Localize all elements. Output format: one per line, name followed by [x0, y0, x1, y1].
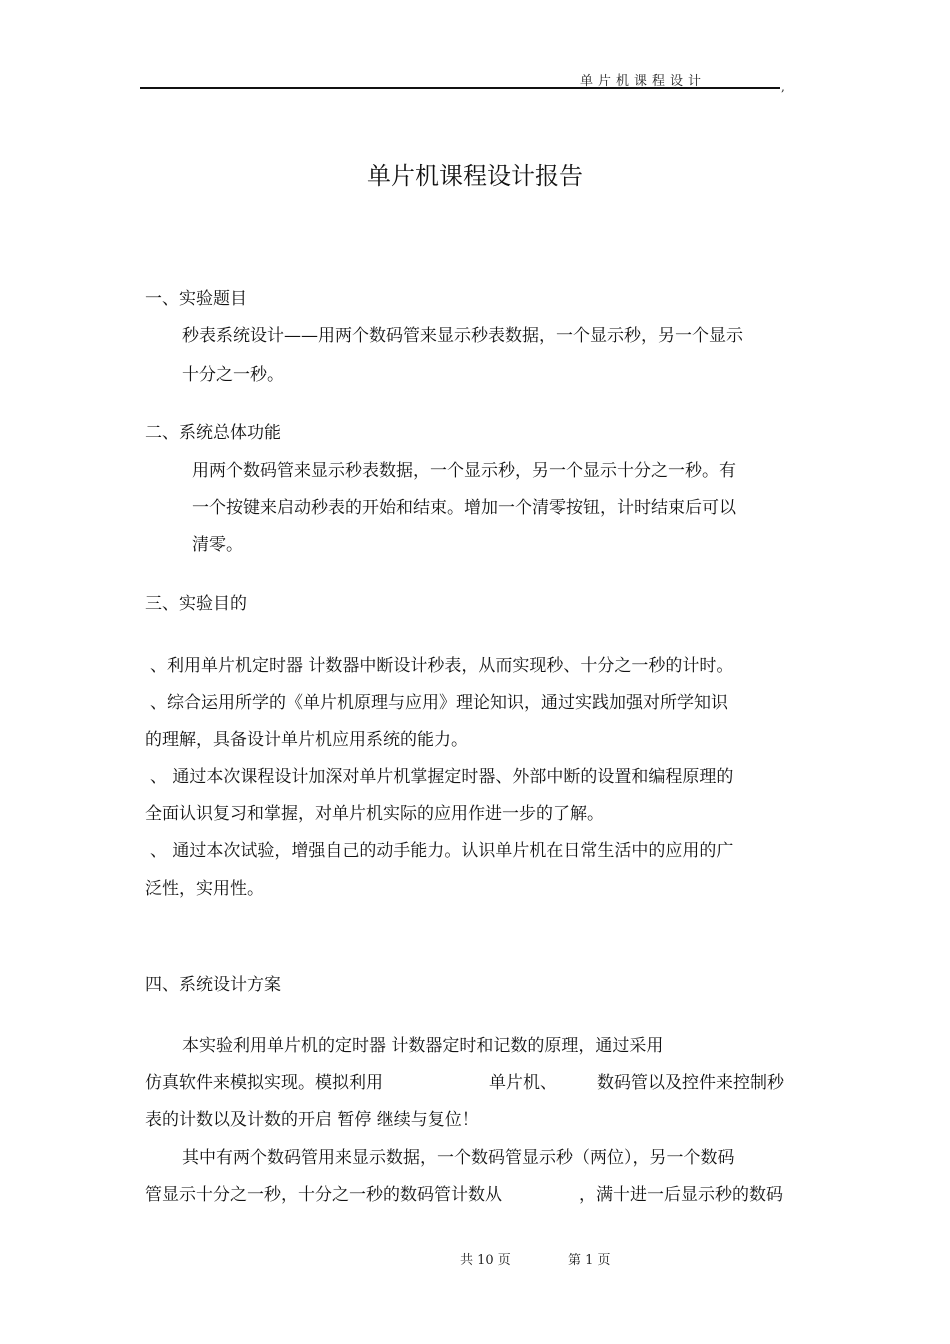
section-4-line-2c: 数码管以及控件来控制秒	[597, 1073, 784, 1093]
document-title: 单片机课程设计报告	[367, 162, 583, 190]
section-4-line-2b: 单片机、	[489, 1073, 557, 1093]
section-4-line-2a: 仿真软件来模拟实现。模拟利用	[145, 1073, 383, 1093]
section-4-line-5a: 管显示十分之一秒，十分之一秒的数码管计数从	[145, 1185, 502, 1205]
section-4-line-4: 其中有两个数码管用来显示数据，一个数码管显示秒（两位），另一个数码	[182, 1148, 735, 1168]
section-1-line-2: 十分之一秒。	[182, 365, 284, 385]
section-2-line-1: 用两个数码管来显示秒表数据，一个显示秒，另一个显示十分之一秒。有	[192, 461, 736, 481]
section-3-line-6: 、 通过本次试验，增强自己的动手能力。认识单片机在日常生活中的应用的广	[150, 841, 734, 861]
header-tick-mark: ,	[781, 80, 785, 94]
section-heading-3: 三、实验目的	[145, 594, 247, 614]
section-heading-4: 四、系统设计方案	[145, 975, 281, 995]
section-3-line-1: 、利用单片机定时器 计数器中断设计秒表，从而实现秒、十分之一秒的计时。	[150, 656, 734, 676]
section-4-line-5b: ，满十进一后显示秒的数码	[579, 1185, 783, 1205]
section-3-line-5: 全面认识复习和掌握，对单片机实际的应用作进一步的了解。	[145, 804, 604, 824]
footer-current-page: 第 1 页	[568, 1253, 611, 1268]
section-3-line-2: 、综合运用所学的《单片机原理与应用》理论知识，通过实践加强对所学知识	[150, 693, 728, 713]
section-heading-2: 二、系统总体功能	[145, 423, 281, 443]
section-3-line-7: 泛性，实用性。	[145, 879, 264, 899]
section-heading-1: 一、实验题目	[145, 289, 247, 309]
footer-total-pages: 共 10 页	[460, 1253, 511, 1268]
section-3-line-4: 、 通过本次课程设计加深对单片机掌握定时器、外部中断的设置和编程原理的	[150, 767, 734, 787]
header-rule	[140, 87, 780, 89]
section-3-line-3: 的理解，具备设计单片机应用系统的能力。	[145, 730, 468, 750]
running-header: 单片机课程设计	[580, 74, 707, 89]
section-2-line-3: 清零。	[192, 535, 243, 555]
section-1-line-1: 秒表系统设计——用两个数码管来显示秒表数据，一个显示秒，另一个显示	[182, 326, 743, 346]
section-4-line-1: 本实验利用单片机的定时器 计数器定时和记数的原理，通过采用	[182, 1036, 664, 1056]
section-4-line-3: 表的计数以及计数的开启 暂停 继续与复位！	[145, 1110, 479, 1130]
section-2-line-2: 一个按键来启动秒表的开始和结束。增加一个清零按钮，计时结束后可以	[192, 498, 736, 518]
